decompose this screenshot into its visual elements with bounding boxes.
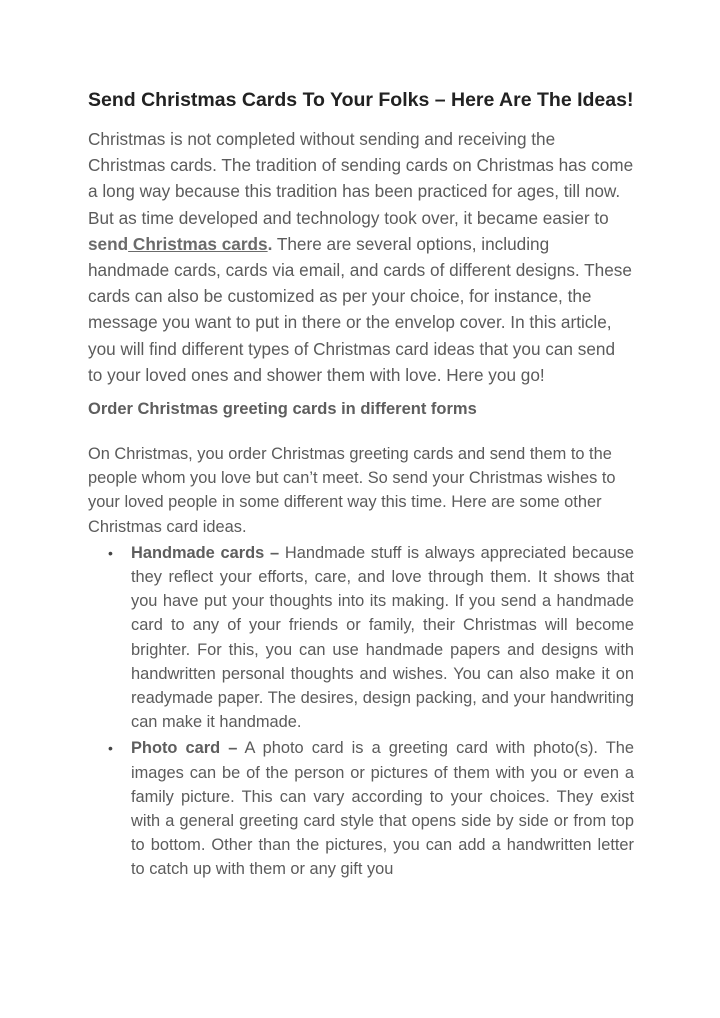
section-paragraph: On Christmas, you order Christmas greeting cards and send them to the people whom you love but can’t meet. So send your Christmas wishes to your loved people in some different way this time. Here are some other Christmas card ideas. <box>88 445 616 536</box>
list-item-photo-card <box>88 736 634 881</box>
bullet-term: Handmade cards – <box>131 543 280 562</box>
document-page <box>88 86 634 882</box>
bullet-text: A photo card is a greeting card with photo(s). The images can be of the person or pictures of them with you or even a family picture. This can vary according to your choices. They exist with a general greeting card style that opens side by side or from top to bottom. Other than the pictures, you can add a handwritten letter to catch up with them or any gift you <box>131 739 634 879</box>
section-subheading: Order Christmas greeting cards in different forms <box>88 400 477 419</box>
bullet-term: Photo card – <box>131 739 238 758</box>
card-ideas-list <box>88 541 634 882</box>
intro-text-after-link: There are several options, including handmade cards, cards via email, and cards of different designs. These cards can also be customized as per your choice, for instance, the message you want to put in there or the envelop cover. In this article, you will find different types of Christmas card ideas that you can send to your loved ones and shower them with love. Here you go! <box>88 233 632 385</box>
bullet-marker: • <box>108 740 113 757</box>
send-christmas-cards-link[interactable] <box>88 234 272 254</box>
link-lead: send <box>88 233 129 254</box>
link-dot: . <box>267 233 273 254</box>
bullet-text: Handmade stuff is always appreciated because they reflect your efforts, care, and love through them. It shows that you have put your thoughts into its making. If you send a handmade card to any of your friends or family, their Christmas will become brighter. For this, you can use handmade papers and designs with handwritten personal thoughts and wishes. You can also make it on readymade paper. The desires, design packing, and your handwriting can make it handmade. <box>131 543 635 732</box>
bullet-marker: • <box>108 544 113 561</box>
link-text: Christmas cards <box>128 233 268 254</box>
intro-text-before-link: Christmas is not completed without sending and receiving the Christmas cards. The tradition of sending cards on Christmas has come a long way because this tradition has been practiced for ages, till now. But as time developed and technology took over, it became easier to <box>88 129 634 228</box>
list-item-handmade-cards <box>88 541 634 735</box>
intro-paragraph <box>88 126 634 388</box>
document-title: Send Christmas Cards To Your Folks – Here Are The Ideas! <box>88 89 634 111</box>
